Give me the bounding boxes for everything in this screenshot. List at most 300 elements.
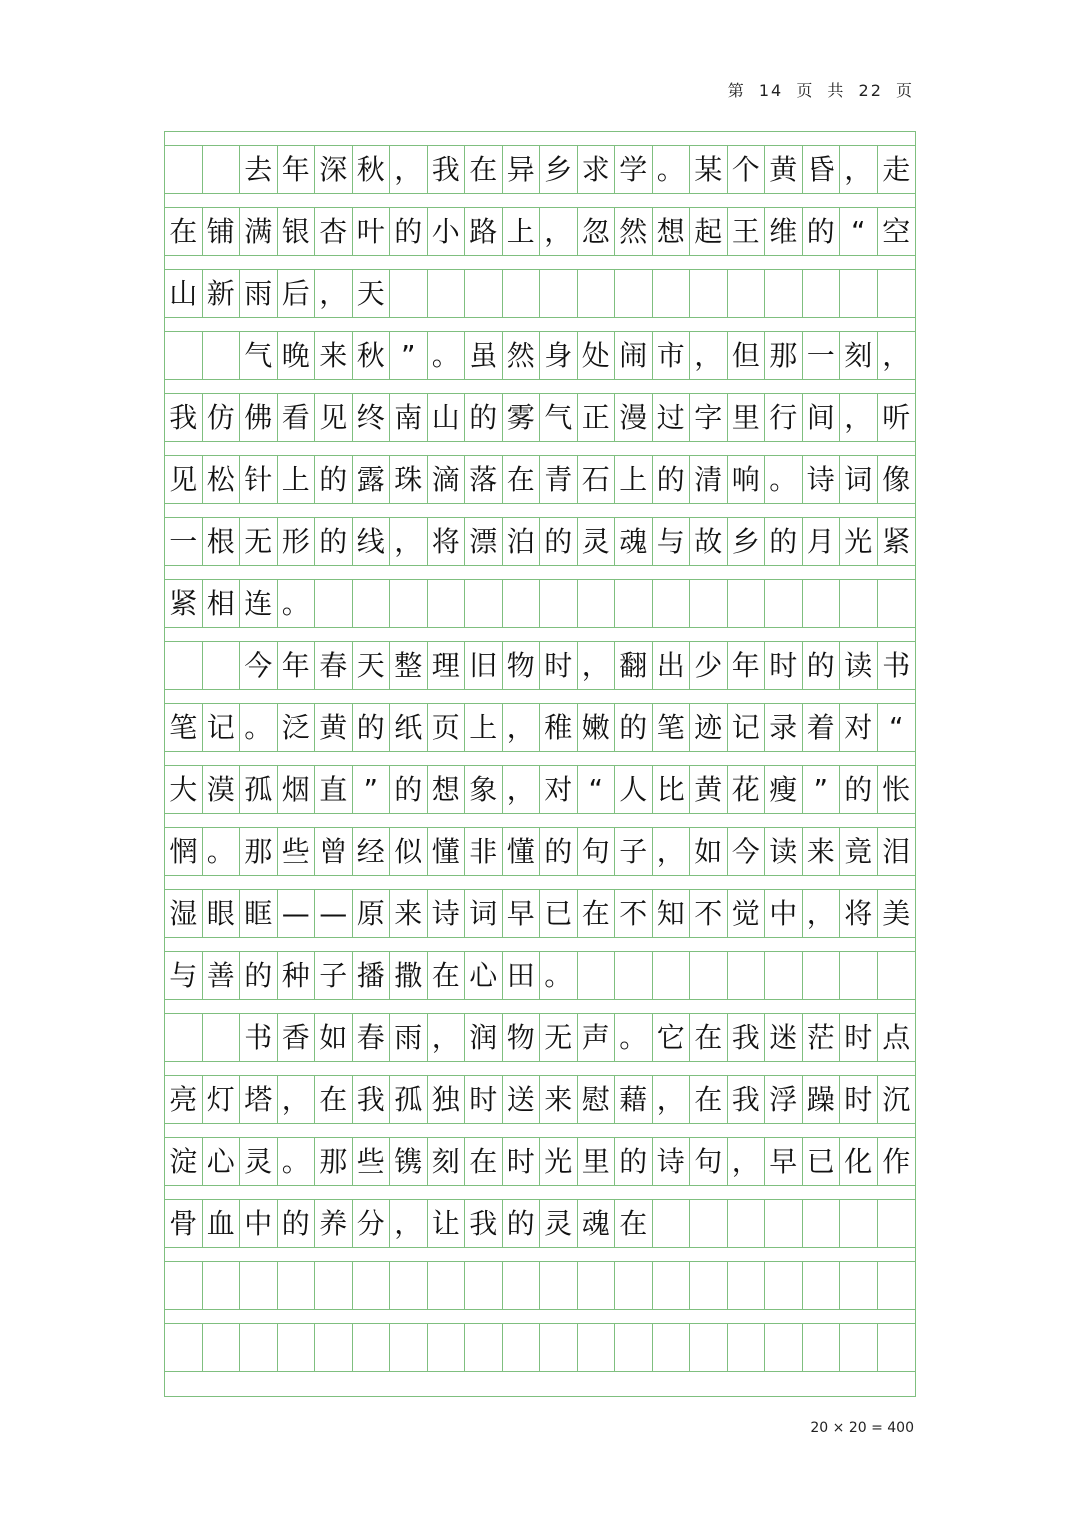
grid-cell: 时 bbox=[503, 1138, 541, 1185]
grid-cell: 些 bbox=[353, 1138, 391, 1185]
grid-row bbox=[165, 1076, 915, 1124]
page-total: 22 bbox=[858, 81, 883, 100]
grid-cell: 茫 bbox=[803, 1014, 841, 1061]
page-number-header bbox=[722, 78, 914, 101]
grid-cell: 不 bbox=[690, 890, 728, 937]
grid-cell bbox=[503, 270, 541, 317]
grid-cell: 的 bbox=[465, 394, 503, 441]
grid-cell: 我 bbox=[165, 394, 203, 441]
grid-cell: 。 bbox=[278, 580, 316, 627]
row-gap bbox=[165, 504, 915, 518]
grid-cell: 线 bbox=[353, 518, 391, 565]
grid-cell: 撒 bbox=[390, 952, 428, 999]
grid-cell: 与 bbox=[653, 518, 691, 565]
grid-cell: 滴 bbox=[428, 456, 466, 503]
grid-cell: 我 bbox=[353, 1076, 391, 1123]
grid-cell: ， bbox=[315, 270, 353, 317]
row-gap bbox=[165, 690, 915, 704]
manuscript-grid bbox=[164, 131, 916, 1397]
grid-cell bbox=[840, 270, 878, 317]
grid-cell: “ bbox=[888, 710, 904, 744]
grid-cell: — bbox=[315, 890, 353, 937]
grid-cell: 非 bbox=[465, 828, 503, 875]
grid-row bbox=[165, 456, 915, 504]
grid-cell: 对 bbox=[540, 766, 578, 813]
grid-cell bbox=[690, 270, 728, 317]
grid-cell: 行 bbox=[765, 394, 803, 441]
grid-cell: 上 bbox=[615, 456, 653, 503]
grid-cell: 香 bbox=[278, 1014, 316, 1061]
grid-cell bbox=[615, 1262, 653, 1309]
grid-cell: 田 bbox=[503, 952, 541, 999]
grid-cell: 润 bbox=[465, 1014, 503, 1061]
grid-cell bbox=[803, 1200, 841, 1247]
grid-cell: 沉 bbox=[882, 1082, 911, 1116]
grid-cell bbox=[690, 580, 728, 627]
grid-cell: 起 bbox=[690, 208, 728, 255]
grid-cell bbox=[615, 580, 653, 627]
grid-cell: 求 bbox=[578, 146, 616, 193]
grid-cell: 。 bbox=[615, 1014, 653, 1061]
grid-cell: 闹 bbox=[615, 332, 653, 379]
grid-cell: 黄 bbox=[315, 704, 353, 751]
grid-cell bbox=[165, 1324, 203, 1371]
grid-row bbox=[165, 1014, 915, 1062]
grid-cell: 比 bbox=[653, 766, 691, 813]
grid-cell: 。 bbox=[203, 828, 241, 875]
grid-cell bbox=[428, 1262, 466, 1309]
grid-row bbox=[165, 952, 915, 1000]
grid-cell: 青 bbox=[540, 456, 578, 503]
grid-cell: 魂 bbox=[578, 1200, 616, 1247]
grid-cell bbox=[165, 642, 203, 689]
grid-cell bbox=[653, 1324, 691, 1371]
grid-cell: 湿 bbox=[165, 890, 203, 937]
grid-cell bbox=[203, 1014, 241, 1061]
grid-cell: 。 bbox=[240, 704, 278, 751]
grid-cell bbox=[465, 270, 503, 317]
row-gap bbox=[165, 256, 915, 270]
grid-cell bbox=[690, 1324, 728, 1371]
grid-cell: ， bbox=[503, 704, 541, 751]
grid-cell: 漫 bbox=[615, 394, 653, 441]
grid-cell bbox=[203, 642, 241, 689]
grid-cell: 诗 bbox=[803, 456, 841, 503]
grid-cell: 路 bbox=[465, 208, 503, 255]
grid-cell: 灯 bbox=[203, 1076, 241, 1123]
grid-cell: 直 bbox=[315, 766, 353, 813]
grid-cell: 过 bbox=[653, 394, 691, 441]
grid-cell: 笔 bbox=[165, 704, 203, 751]
grid-cell: 。 bbox=[540, 952, 578, 999]
grid-cell: 空 bbox=[882, 214, 911, 248]
grid-cell: 学 bbox=[615, 146, 653, 193]
grid-cell: 处 bbox=[578, 332, 616, 379]
grid-cell: 某 bbox=[690, 146, 728, 193]
grid-cell bbox=[765, 270, 803, 317]
grid-cell: 想 bbox=[653, 208, 691, 255]
grid-row bbox=[165, 208, 915, 256]
grid-cell: 句 bbox=[690, 1138, 728, 1185]
grid-cell bbox=[203, 332, 241, 379]
grid-cell: 的 bbox=[240, 952, 278, 999]
grid-cell bbox=[653, 580, 691, 627]
grid-cell: 嫩 bbox=[578, 704, 616, 751]
grid-cell: 时 bbox=[465, 1076, 503, 1123]
grid-cell: 然 bbox=[615, 208, 653, 255]
grid-cell bbox=[803, 1262, 841, 1309]
grid-cell: 月 bbox=[803, 518, 841, 565]
grid-cell: 已 bbox=[540, 890, 578, 937]
row-gap bbox=[165, 1310, 915, 1324]
grid-cell bbox=[315, 580, 353, 627]
row-gap bbox=[165, 938, 915, 952]
grid-cell bbox=[390, 1324, 428, 1371]
grid-cell: ” bbox=[803, 766, 841, 813]
grid-cell: 的 bbox=[503, 1200, 541, 1247]
grid-cell bbox=[165, 332, 203, 379]
grid-cell: 心 bbox=[203, 1138, 241, 1185]
grid-cell: 词 bbox=[840, 456, 878, 503]
grid-cell: 来 bbox=[390, 890, 428, 937]
grid-cell: 正 bbox=[578, 394, 616, 441]
grid-cell: 山 bbox=[165, 270, 203, 317]
grid-cell: 时 bbox=[840, 1014, 878, 1061]
grid-cell: 针 bbox=[240, 456, 278, 503]
grid-cell: 理 bbox=[428, 642, 466, 689]
grid-cell bbox=[878, 1324, 916, 1371]
grid-cell: 花 bbox=[728, 766, 766, 813]
row-gap bbox=[165, 380, 915, 394]
row-gap bbox=[165, 814, 915, 828]
grid-cell: 形 bbox=[278, 518, 316, 565]
grid-cell: 我 bbox=[428, 146, 466, 193]
grid-cell: 想 bbox=[428, 766, 466, 813]
grid-cell bbox=[765, 1262, 803, 1309]
grid-cell: 市 bbox=[653, 332, 691, 379]
grid-cell bbox=[240, 1262, 278, 1309]
grid-cell bbox=[315, 1324, 353, 1371]
grid-cell: 泪 bbox=[882, 834, 911, 868]
grid-cell bbox=[765, 1324, 803, 1371]
grid-cell bbox=[465, 1324, 503, 1371]
grid-cell: 银 bbox=[278, 208, 316, 255]
grid-cell: 杏 bbox=[315, 208, 353, 255]
grid-cell bbox=[878, 270, 916, 317]
grid-cell: 烟 bbox=[278, 766, 316, 813]
row-gap bbox=[165, 1062, 915, 1076]
grid-cell: 然 bbox=[503, 332, 541, 379]
grid-cell bbox=[315, 1262, 353, 1309]
grid-cell: ， bbox=[503, 766, 541, 813]
grid-row bbox=[165, 704, 915, 752]
grid-cell bbox=[353, 1262, 391, 1309]
grid-cell: 个 bbox=[728, 146, 766, 193]
grid-cell: 在 bbox=[165, 208, 203, 255]
grid-cell bbox=[278, 1262, 316, 1309]
grid-cell bbox=[540, 270, 578, 317]
grid-cell: 漠 bbox=[203, 766, 241, 813]
grid-cell: 一 bbox=[803, 332, 841, 379]
grid-cell: 。 bbox=[765, 456, 803, 503]
grid-cell bbox=[728, 580, 766, 627]
grid-cell: ， bbox=[578, 642, 616, 689]
grid-cell: 异 bbox=[503, 146, 541, 193]
grid-cell bbox=[728, 1200, 766, 1247]
grid-cell bbox=[840, 580, 878, 627]
grid-cell bbox=[540, 1262, 578, 1309]
grid-cell: 小 bbox=[428, 208, 466, 255]
grid-cell: 物 bbox=[503, 642, 541, 689]
grid-cell: 露 bbox=[353, 456, 391, 503]
row-gap bbox=[165, 442, 915, 456]
grid-cell: ， bbox=[690, 332, 728, 379]
grid-cell bbox=[503, 1262, 541, 1309]
grid-cell: 少 bbox=[690, 642, 728, 689]
grid-cell: 的 bbox=[615, 1138, 653, 1185]
grid-cell: 早 bbox=[503, 890, 541, 937]
grid-cell: 。 bbox=[428, 332, 466, 379]
grid-cell bbox=[728, 952, 766, 999]
grid-cell: 刻 bbox=[840, 332, 878, 379]
grid-cell bbox=[690, 952, 728, 999]
grid-cell bbox=[428, 580, 466, 627]
grid-cell: ， bbox=[390, 518, 428, 565]
grid-cell: 晚 bbox=[278, 332, 316, 379]
grid-cell bbox=[165, 146, 203, 193]
grid-cell: 魂 bbox=[615, 518, 653, 565]
grid-cell: 灵 bbox=[578, 518, 616, 565]
grid-cell: 紧 bbox=[165, 580, 203, 627]
grid-cell: 的 bbox=[615, 704, 653, 751]
grid-cell: 清 bbox=[690, 456, 728, 503]
total-suffix: 页 bbox=[895, 81, 914, 100]
grid-cell: 翻 bbox=[615, 642, 653, 689]
grid-cell: 叶 bbox=[353, 208, 391, 255]
total-prefix: 共 bbox=[827, 81, 846, 100]
grid-cell: 懂 bbox=[428, 828, 466, 875]
grid-cell: 不 bbox=[615, 890, 653, 937]
grid-cell: 的 bbox=[278, 1200, 316, 1247]
grid-cell: 里 bbox=[728, 394, 766, 441]
grid-cell: 诗 bbox=[653, 1138, 691, 1185]
grid-cell: ， bbox=[653, 1076, 691, 1123]
grid-cell: “ bbox=[840, 208, 878, 255]
row-gap bbox=[165, 1000, 915, 1014]
grid-cell: 年 bbox=[728, 642, 766, 689]
grid-cell: 句 bbox=[578, 828, 616, 875]
grid-cell: 着 bbox=[803, 704, 841, 751]
grid-cell bbox=[503, 1324, 541, 1371]
grid-cell bbox=[803, 952, 841, 999]
grid-cell: 我 bbox=[728, 1076, 766, 1123]
row-gap bbox=[165, 1186, 915, 1200]
grid-cell bbox=[203, 1324, 241, 1371]
grid-cell: 上 bbox=[465, 704, 503, 751]
grid-cell: 天 bbox=[353, 642, 391, 689]
grid-cell bbox=[878, 580, 916, 627]
grid-cell: ， bbox=[840, 394, 878, 441]
grid-cell: 春 bbox=[353, 1014, 391, 1061]
grid-cell: ， bbox=[803, 890, 841, 937]
grid-cell: 美 bbox=[882, 896, 911, 930]
grid-cell: 上 bbox=[278, 456, 316, 503]
grid-cell bbox=[578, 580, 616, 627]
grid-cell: 的 bbox=[803, 642, 841, 689]
grid-cell bbox=[578, 1262, 616, 1309]
grid-cell: 后 bbox=[278, 270, 316, 317]
grid-cell: 灵 bbox=[540, 1200, 578, 1247]
grid-cell: 但 bbox=[728, 332, 766, 379]
grid-cell: 连 bbox=[240, 580, 278, 627]
grid-cell: 旧 bbox=[465, 642, 503, 689]
grid-cell: 新 bbox=[203, 270, 241, 317]
grid-cell: 时 bbox=[840, 1076, 878, 1123]
grid-cell: 看 bbox=[278, 394, 316, 441]
grid-cell: 送 bbox=[503, 1076, 541, 1123]
grid-cell: 来 bbox=[540, 1076, 578, 1123]
grid-cell: 来 bbox=[803, 828, 841, 875]
grid-cell: 相 bbox=[203, 580, 241, 627]
grid-cell: 时 bbox=[540, 642, 578, 689]
grid-cell: 终 bbox=[353, 394, 391, 441]
grid-cell: 眼 bbox=[203, 890, 241, 937]
grid-cell: 昏 bbox=[803, 146, 841, 193]
grid-cell bbox=[390, 580, 428, 627]
grid-cell: 字 bbox=[690, 394, 728, 441]
grid-cell: 藉 bbox=[615, 1076, 653, 1123]
grid-row bbox=[165, 394, 915, 442]
grid-cell: 我 bbox=[465, 1200, 503, 1247]
grid-cell: 化 bbox=[840, 1138, 878, 1185]
grid-cell: 的 bbox=[353, 704, 391, 751]
grid-cell: 仿 bbox=[203, 394, 241, 441]
grid-cell: ， bbox=[390, 1200, 428, 1247]
grid-cell: 见 bbox=[165, 456, 203, 503]
grid-cell: 书 bbox=[240, 1014, 278, 1061]
grid-cell bbox=[653, 952, 691, 999]
grid-cell: 落 bbox=[465, 456, 503, 503]
grid-cell: 那 bbox=[765, 332, 803, 379]
grid-cell: 眶 bbox=[240, 890, 278, 937]
grid-cell: 记 bbox=[728, 704, 766, 751]
grid-cell: 些 bbox=[278, 828, 316, 875]
grid-cell: 气 bbox=[540, 394, 578, 441]
grid-cell: 乡 bbox=[540, 146, 578, 193]
grid-row bbox=[165, 642, 915, 690]
grid-cell bbox=[690, 1200, 728, 1247]
grid-cell: 象 bbox=[465, 766, 503, 813]
grid-cell: 雾 bbox=[503, 394, 541, 441]
grid-cell: 年 bbox=[278, 146, 316, 193]
grid-cell: 像 bbox=[882, 462, 911, 496]
grid-cell: 与 bbox=[165, 952, 203, 999]
grid-cell bbox=[690, 1262, 728, 1309]
grid-cell: 早 bbox=[765, 1138, 803, 1185]
page-prefix: 第 bbox=[727, 81, 746, 100]
grid-cell bbox=[878, 952, 916, 999]
grid-cell: 我 bbox=[728, 1014, 766, 1061]
grid-cell: 出 bbox=[653, 642, 691, 689]
grid-cell: 的 bbox=[540, 828, 578, 875]
grid-cell: 气 bbox=[240, 332, 278, 379]
grid-cell: ， bbox=[882, 338, 911, 372]
grid-row bbox=[165, 1138, 915, 1186]
grid-cell: 铺 bbox=[203, 208, 241, 255]
grid-cell bbox=[840, 1200, 878, 1247]
grid-cell: 天 bbox=[353, 270, 391, 317]
grid-cell: 知 bbox=[653, 890, 691, 937]
grid-cell: 的 bbox=[653, 456, 691, 503]
grid-cell: 的 bbox=[540, 518, 578, 565]
grid-cell: 点 bbox=[882, 1020, 911, 1054]
grid-cell: 听 bbox=[882, 400, 911, 434]
grid-cell: 将 bbox=[840, 890, 878, 937]
grid-cell: 如 bbox=[690, 828, 728, 875]
grid-cell bbox=[203, 146, 241, 193]
grid-cell: 迷 bbox=[765, 1014, 803, 1061]
grid-cell: 读 bbox=[765, 828, 803, 875]
grid-cell: 骨 bbox=[165, 1200, 203, 1247]
grid-cell: 读 bbox=[840, 642, 878, 689]
grid-cell: 春 bbox=[315, 642, 353, 689]
grid-cell: 淀 bbox=[165, 1138, 203, 1185]
grid-cell: 镌 bbox=[390, 1138, 428, 1185]
grid-cell: 稚 bbox=[540, 704, 578, 751]
grid-cell bbox=[840, 1324, 878, 1371]
grid-cell: 大 bbox=[165, 766, 203, 813]
grid-cell bbox=[803, 270, 841, 317]
grid-cell bbox=[765, 1200, 803, 1247]
grid-cell: 虽 bbox=[465, 332, 503, 379]
grid-cell: 笔 bbox=[653, 704, 691, 751]
row-gap bbox=[165, 318, 915, 332]
grid-cell: 书 bbox=[882, 648, 911, 682]
grid-cell: 走 bbox=[882, 152, 911, 186]
grid-cell bbox=[465, 1262, 503, 1309]
grid-cell: 声 bbox=[578, 1014, 616, 1061]
grid-cell: 瘦 bbox=[765, 766, 803, 813]
grid-cell: ， bbox=[278, 1076, 316, 1123]
grid-cell bbox=[540, 580, 578, 627]
grid-cell bbox=[728, 1324, 766, 1371]
grid-cell: 的 bbox=[390, 766, 428, 813]
grid-cell: 觉 bbox=[728, 890, 766, 937]
grid-cell: 词 bbox=[465, 890, 503, 937]
grid-cell: ， bbox=[728, 1138, 766, 1185]
grid-cell bbox=[540, 1324, 578, 1371]
grid-cell: 的 bbox=[315, 456, 353, 503]
grid-cell: ， bbox=[653, 828, 691, 875]
grid-cell: 光 bbox=[540, 1138, 578, 1185]
grid-cell bbox=[803, 1324, 841, 1371]
grid-cell bbox=[390, 1262, 428, 1309]
grid-cell: 石 bbox=[578, 456, 616, 503]
grid-cell bbox=[878, 1200, 916, 1247]
grid-cell: 。 bbox=[653, 146, 691, 193]
grid-cell: 子 bbox=[315, 952, 353, 999]
grid-cell: ， bbox=[840, 146, 878, 193]
grid-cell: 响 bbox=[728, 456, 766, 503]
grid-cell bbox=[803, 580, 841, 627]
row-gap bbox=[165, 566, 915, 580]
grid-cell: ， bbox=[390, 146, 428, 193]
grid-row bbox=[165, 766, 915, 814]
grid-cell: 播 bbox=[353, 952, 391, 999]
grid-row bbox=[165, 332, 915, 380]
row-gap bbox=[165, 628, 915, 642]
grid-cell: 分 bbox=[353, 1200, 391, 1247]
